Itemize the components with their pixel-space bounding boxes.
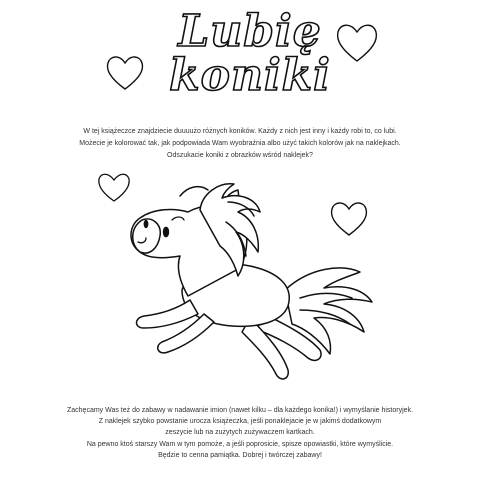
title-line-1: Lubię xyxy=(178,6,322,57)
outro-line: zeszycie lub na zużytych zużywaczem kartkach. xyxy=(165,429,315,437)
intro-line: W tej książeczce znajdziecie duuuużo różnych koników. Każdy z nich jest inny i każdy robi to, co lubi. xyxy=(83,128,397,135)
heart-icon xyxy=(104,52,146,92)
intro-text xyxy=(70,126,410,162)
intro-line: Odszukacie koniki z obrazków wśród naklejek? xyxy=(167,152,313,159)
outro-text xyxy=(60,405,420,461)
intro-line: Możecie je kolorować tak, jak podpowiada Wam wyobraźnia albo użyć takich kolorów jak na naklejkach. xyxy=(79,140,401,147)
page-title xyxy=(150,6,350,101)
title-line-2: koniki xyxy=(169,50,331,101)
pony-illustration xyxy=(110,172,380,392)
outro-line: Na pewno ktoś starszy Wam w tym pomoże, a jeśli poprosicie, spisze opowiastki, które wymyślicie. xyxy=(86,440,394,448)
outro-line: Z naklejek szybko powstanie urocza książeczka, jeśli ponaklejacie je w jakimś dodatkowym xyxy=(98,418,382,426)
outro-line: Zachęcamy Was też do zabawy w nadawanie imion (nawet kilku – dla każdego konika!) i wymyślanie historyjek. xyxy=(66,407,413,414)
outro-line: Będzie to cenna pamiątka. Dobrej i twórczej zabawy! xyxy=(158,451,322,459)
